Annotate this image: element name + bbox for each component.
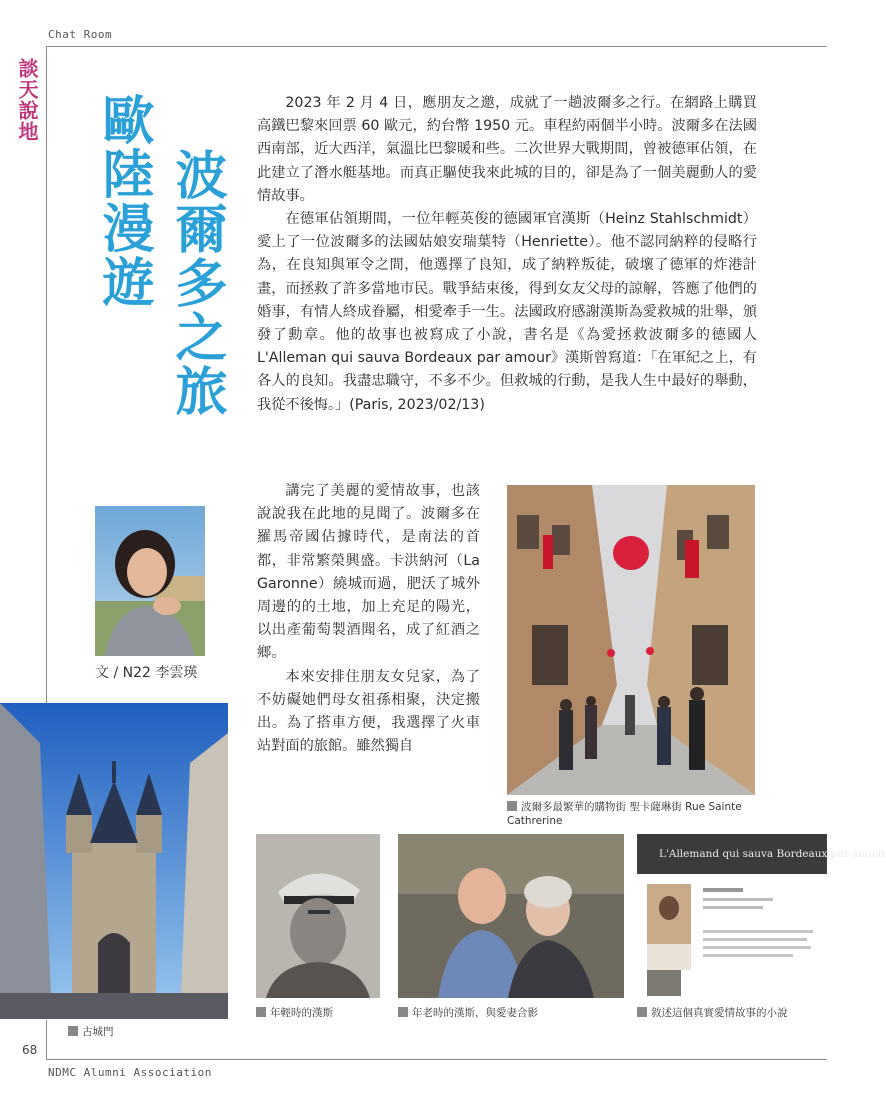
left-rule-bottom [46, 1020, 47, 1060]
top-rule [46, 46, 827, 47]
book-caption-text: 敘述這個真實愛情故事的小說 [651, 1007, 788, 1019]
page-number: 68 [22, 1043, 38, 1057]
young-hans-photo [256, 834, 380, 998]
book-page-heading: L'Allemand qui sauva Bordeaux par amour [637, 834, 827, 874]
couple-caption-text: 年老時的漢斯，與愛妻合影 [412, 1007, 538, 1019]
city-gate-photo [0, 703, 228, 1019]
article-paragraph-2: 在德軍佔領期間，一位年輕英俊的德國軍官漢斯（Heinz Stahlschmidt）愛上了一位波爾多的法國姑娘安瑞葉特（Henriette）。他不認同納粹的侵略行為，在良知與軍令之間，他選擇了良知，成了納粹叛徒，破壞了德軍的炸港計畫，而拯救了許多當地市民。戰爭結束後，得到女友父母的諒解，答應了他們的婚事，有情人終成眷屬，相愛牽手一生。法國政府感謝漢斯為愛救城的壯舉，頒發了勳章。他的故事也被寫成了小說，書名是《為愛拯救波爾多的德國人 L'Alleman qui sauva Bordeaux par amour》漢斯曾寫道：「在軍紀之上，有各人的良知。我盡忠職守，不多不少。但救城的行動，是我人生中最好的舉動，我從不後悔。」(Paris, 2023/02/13) [257, 211, 757, 413]
article-paragraph-3: 講完了美麗的愛情故事，也該說說我在此地的見聞了。波爾多在羅馬帝國佔據時代，是南法的首都，非常繁榮興盛。卡洪納河（La Garonne）繞城而過，肥沃了城外周邊的的土地，加上充足的陽光，以出產葡萄製酒聞名，成了紅酒之鄉。 [257, 483, 480, 662]
author-photo [95, 506, 205, 656]
bottom-rule [46, 1059, 827, 1060]
young-hans-caption [256, 1005, 333, 1020]
street-photo [507, 485, 755, 795]
running-foot: NDMC Alumni Association [48, 1066, 212, 1079]
novel-caption [637, 1005, 788, 1020]
young-caption-text: 年輕時的漢斯 [270, 1007, 333, 1019]
author-byline: 文 / N22 李雲瑛 [95, 665, 198, 681]
city-gate-caption [68, 1024, 114, 1039]
caption-marker-icon [507, 801, 517, 811]
left-rule [46, 46, 47, 706]
article-paragraph-1: 2023 年 2 月 4 日，應朋友之邀，成就了一趟波爾多之行。在網路上購買高鐵巴黎來回票 60 歐元，約台幣 1950 元。車程約兩個半小時。波爾多在法國西南部，近大西洋，氣溫比巴黎暖和些。二次世界大戰期間，曾被德軍佔領，在此建立了潛水艇基地。而真正驅使我來此城的目的，卻是為了一個美麗動人的愛情故事。 [257, 95, 757, 204]
caption-marker-icon [256, 1007, 266, 1017]
caption-marker-icon [637, 1007, 647, 1017]
article-paragraph-4: 本來安排住朋友女兒家，為了不妨礙她們母女祖孫相聚，決定搬出。為了搭車方便，我選擇了火車站對面的旅館。雖然獨自 [257, 668, 480, 755]
column-tag: 談天說地 [15, 58, 39, 142]
couple-photo [398, 834, 624, 998]
novel-webpage-photo [637, 834, 886, 998]
title-line-2: 波爾多之旅 [166, 148, 226, 418]
street-photo-caption [507, 800, 769, 828]
caption-marker-icon [68, 1026, 78, 1036]
gate-caption-text: 古城門 [82, 1026, 114, 1038]
article-body-middle [257, 480, 480, 758]
street-caption-text: 波爾多最繁華的購物街 聖卡薩琳街 Rue Sainte Cathrerine [507, 801, 742, 827]
couple-caption [398, 1005, 538, 1020]
caption-marker-icon [398, 1007, 408, 1017]
article-body-top [257, 92, 757, 417]
title-line-1: 歐陸漫遊 [93, 93, 153, 309]
running-head: Chat Room [48, 28, 113, 41]
